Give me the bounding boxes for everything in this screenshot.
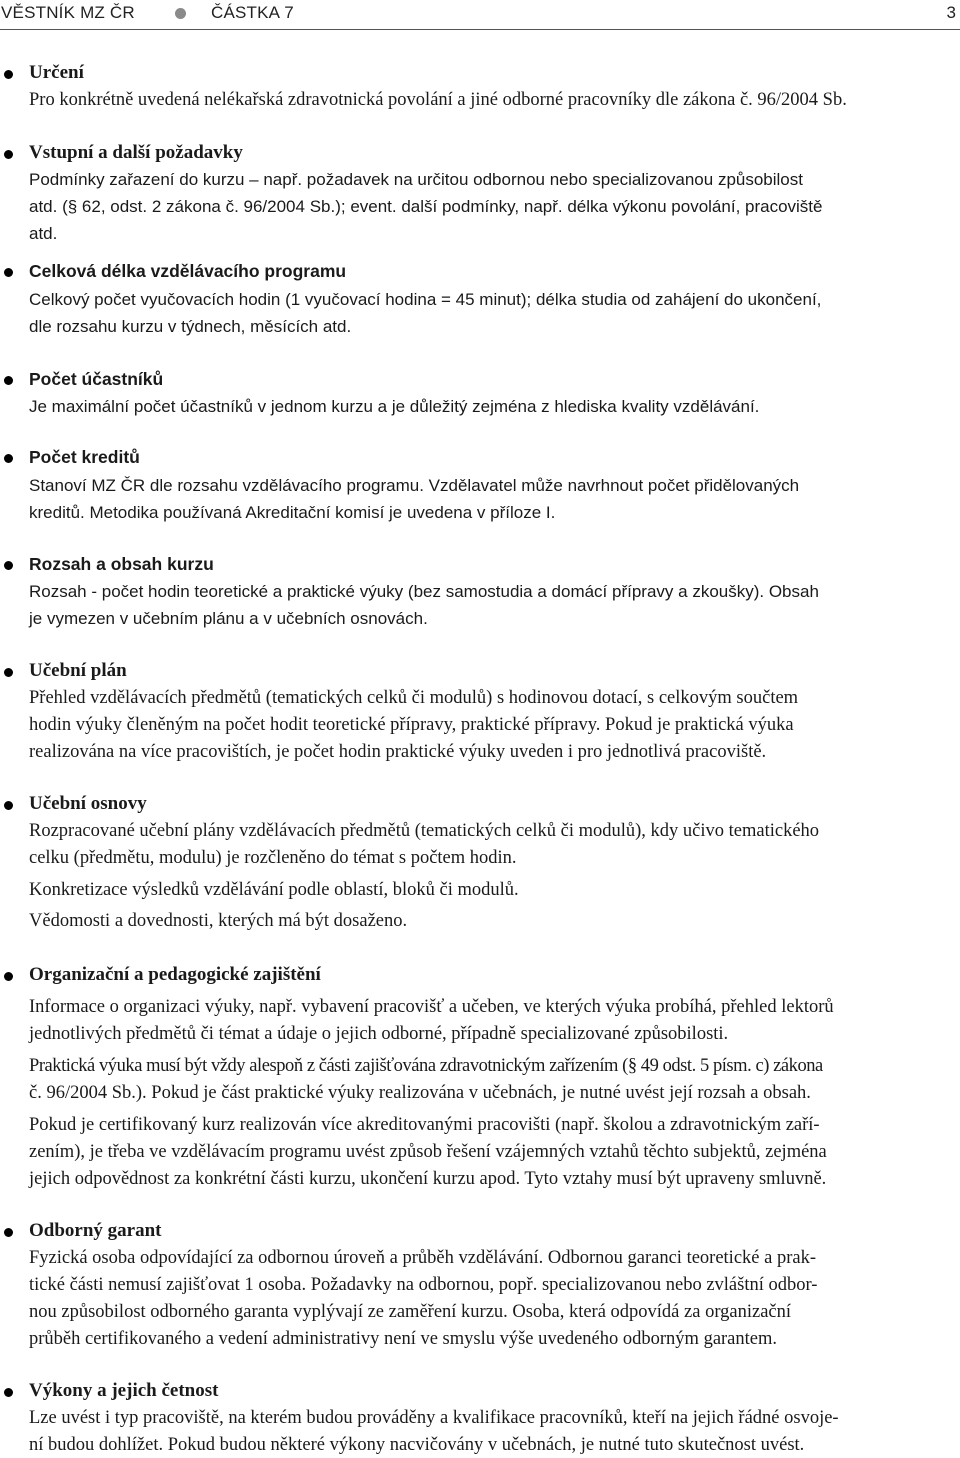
section-text-line: průběh certifikovaného a vedení administrativy není ve smyslu výše uvedeného odborným garantem. — [29, 1329, 778, 1349]
section-title: Určení — [29, 62, 84, 83]
section-text-line: Stanoví MZ ČR dle rozsahu vzdělávacího programu. Vzdělavatel může navrhnout počet přidělovaných — [29, 476, 800, 495]
bullet-icon — [4, 801, 13, 810]
section-text-line: celku (předmětu, modulu) je rozčleněno do témat s počtem hodin. — [29, 848, 517, 868]
section-title: Výkony a jejich četnost — [29, 1380, 219, 1401]
bullet-icon — [4, 150, 13, 159]
section-text-line: zením), je třeba ve vzdělávacím programu uvést způsob řešení vzájemných vztahů těchto subjektů, zejména — [29, 1142, 827, 1162]
section-text-line: atd. (§ 62, odst. 2 zákona č. 96/2004 Sb.); event. další podmínky, např. délka výkonu povolání, pracoviště — [29, 197, 823, 216]
section-title: Organizační a pedagogické zajištění — [29, 964, 321, 985]
journal-title: VĚSTNÍK MZ ČR — [1, 3, 135, 22]
section-text-line: Rozpracované učební plány vzdělávacích předmětů (tematických celků či modulů), kdy učivo tematického — [29, 821, 820, 841]
page-number: 3 — [946, 3, 956, 22]
bullet-icon — [4, 1228, 13, 1237]
bullet-icon — [4, 668, 13, 677]
section-title: Počet účastníků — [29, 369, 164, 389]
header-rule — [0, 29, 960, 30]
section-text-line: ní budou dohlížet. Pokud budou některé výkony nacvičovány v učebnách, je nutné tuto skutečnost uvést. — [29, 1435, 805, 1455]
bullet-icon — [4, 268, 13, 277]
section-text-line: Praktická výuka musí být vždy alespoň z části zajišťována zdravotnickým zařízením (§ 49 odst. 5 písm. c) zákona — [29, 1056, 823, 1076]
section-text-line: kreditů. Metodika používaná Akreditační komisí je uvedena v příloze I. — [29, 503, 556, 522]
section-text-line: č. 96/2004 Sb.). Pokud je část praktické výuky realizována v učebnách, je nutné uvést její rozsah a obsah. — [29, 1083, 811, 1103]
section-text-line: Fyzická osoba odpovídající za odbornou úroveň a průběh vzdělávání. Odbornou garanci teoretické a prak- — [29, 1248, 816, 1268]
page-header — [0, 0, 960, 30]
separator-dot-icon — [175, 8, 186, 19]
section-title: Rozsah a obsah kurzu — [29, 554, 214, 574]
section-text-line: Pokud je certifikovaný kurz realizován více akreditovanými pracovišti (např. školou a zdravotnickým zaří- — [29, 1115, 820, 1135]
section-text-line: atd. — [29, 224, 58, 243]
section-text-line: jejich odpovědnost za konkrétní části kurzu, ukončení kurzu apod. Tyto vztahy musí být upraveny smluvně. — [29, 1169, 827, 1189]
section-text-line: Přehled vzdělávacích předmětů (tematických celků či modulů) s hodinovou dotací, s celkovým součtem — [29, 688, 799, 708]
issue-part: ČÁSTKA 7 — [211, 3, 294, 22]
bullet-icon — [4, 1388, 13, 1397]
section-title: Vstupní a další požadavky — [29, 142, 243, 163]
section-text-line: Vědomosti a dovednosti, kterých má být dosaženo. — [29, 911, 408, 931]
section-text-line: Rozsah - počet hodin teoretické a praktické výuky (bez samostudia a domácí přípravy a zkoušky). Obsah — [29, 582, 819, 601]
section-text-line: Lze uvést i typ pracoviště, na kterém budou prováděny a kvalifikace pracovníků, kteří na jejich řádné osvoje- — [29, 1408, 839, 1428]
bullet-icon — [4, 561, 13, 570]
section-text-line: Je maximální počet účastníků v jednom kurzu a je důležitý zejména z hlediska kvality vzdělávání. — [29, 397, 760, 416]
section-text-line: Informace o organizaci výuky, např. vybavení pracovišť a učeben, ve kterých výuka probíhá, přehled lektorů — [29, 997, 834, 1017]
bullet-icon — [4, 454, 13, 463]
section-text-line: Celkový počet vyučovacích hodin (1 vyučovací hodina = 45 minut); délka studia od zahájení do ukončení, — [29, 290, 822, 309]
section-title: Učební osnovy — [29, 793, 147, 814]
bullet-icon — [4, 972, 13, 981]
bullet-icon — [4, 376, 13, 385]
bullet-icon — [4, 70, 13, 79]
section-title: Učební plán — [29, 660, 127, 681]
section-title: Počet kreditů — [29, 447, 140, 467]
section-text-line: jednotlivých předmětů či témat a údaje o jejich odborné, případně specializované způsobilosti. — [29, 1024, 729, 1044]
section-title: Odborný garant — [29, 1220, 162, 1241]
section-text-line: Podmínky zařazení do kurzu – např. požadavek na určitou odbornou nebo specializovanou způsobilost — [29, 170, 803, 189]
section-text-line: je vymezen v učebním plánu a v učebních osnovách. — [29, 609, 428, 628]
section-text-line: dle rozsahu kurzu v týdnech, měsících atd. — [29, 317, 352, 336]
section-text-line: Pro konkrétně uvedená nelékařská zdravotnická povolání a jiné odborné pracovníky dle zákona č. 96/2004 Sb. — [29, 90, 847, 110]
section-text-line: tické části nemusí zajišťovat 1 osoba. Požadavky na odbornou, popř. specializovanou nebo zvláštní odbor- — [29, 1275, 818, 1295]
section-text-line: Konkretizace výsledků vzdělávání podle oblastí, bloků či modulů. — [29, 880, 519, 900]
section-text-line: nou způsobilost odborného garanta vyplývají ze zaměření kurzu. Osoba, která odpovídá za organizační — [29, 1302, 792, 1322]
section-title: Celková délka vzdělávacího programu — [29, 261, 347, 281]
section-text-line: hodin výuky členěným na počet hodit teoretické přípravy, praktické přípravy. Pokud je praktická výuka — [29, 715, 794, 735]
section-text-line: realizována na více pracovištích, je počet hodin praktické výuky uveden i pro jednotlivá pracoviště. — [29, 742, 767, 762]
